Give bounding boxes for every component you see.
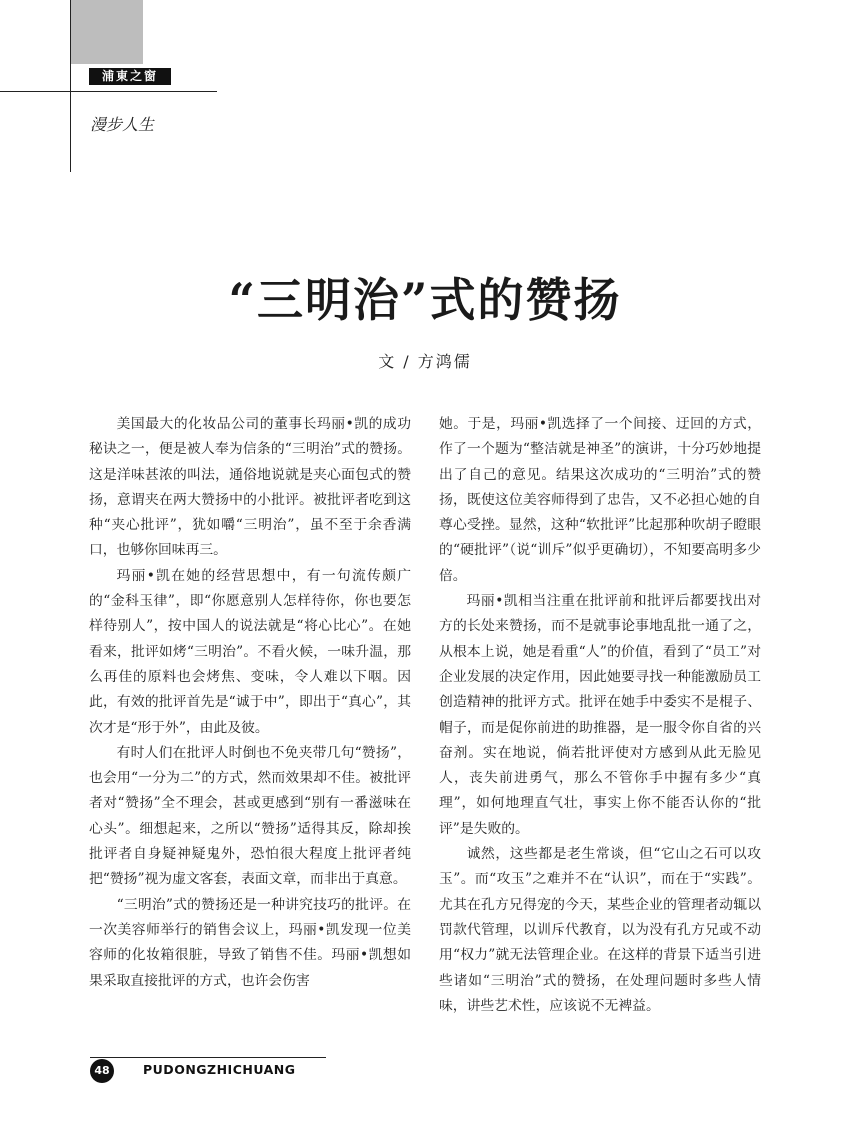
paragraph: 她。于是，玛丽•凯选择了一个间接、迂回的方式，作了一个题为“整洁就是神圣”的演讲，十分巧妙地提出了自己的意见。结果这次成功的“三明治”式的赞扬，既使这位美容师得到了忠告，又不必担心她的自尊心受挫。显然，这种“软批评”比起那种吹胡子瞪眼的“硬批评”（说“训斥”似乎更确切），不知要高明多少倍。 xyxy=(439,416,761,584)
article-title: “三明治”式的赞扬 xyxy=(228,273,622,327)
paragraph: 玛丽•凯在她的经营思想中，有一句流传颇广的“金科玉律”，即“你愿意别人怎样待你，你也要怎样待别人”，按中国人的说法就是“将心比心”。在她看来，批评如烤“三明治”。不看火候，一味升温，那么再佳的原料也会烤焦、变味，令人难以下咽。因此，有效的批评首先是“诚于中”，即出于“真心”，其次才是“形于外”，由此及彼。 xyxy=(89,567,411,736)
paragraph: 有时人们在批评人时倒也不免夹带几句“赞扬”，也会用“一分为二”的方式，然而效果却不佳。被批评者对“赞扬”全不理会，甚或更感到“别有一番滋味在心头”。细想起来，之所以“赞扬”适得其反，除却挨批评者自身疑神疑鬼外，恐怕很大程度上批评者纯把“赞扬”视为虚文客套，表面文章，而非出于真意。 xyxy=(89,744,411,888)
paragraph: “三明治”式的赞扬还是一种讲究技巧的批评。在一次美容师举行的销售会议上，玛丽•凯发现一位美容师的化妆箱很脏，导致了销售不佳。玛丽•凯想如果采取直接批评的方式，也许会伤害 xyxy=(89,896,411,989)
article-author: 文 / 方鸿儒 xyxy=(378,352,472,371)
header-horizontal-rule xyxy=(0,91,217,92)
footer-rule xyxy=(90,1057,326,1058)
header-gray-block xyxy=(70,0,143,64)
article-right-column xyxy=(439,412,761,1019)
magazine-name: PUDONGZHICHUANG xyxy=(143,1062,296,1077)
paragraph: 美国最大的化妆品公司的董事长玛丽•凯的成功秘诀之一，便是被人奉为信条的“三明治”式的赞扬。这是洋味甚浓的叫法，通俗地说就是夹心面包式的赞扬，意谓夹在两大赞扬中的小批评。被批评者吃到这种“夹心批评”，犹如嚼“三明治”，虽不至于余香满口，也够你回味再三。 xyxy=(89,416,411,559)
section-label: 漫步人生 xyxy=(90,115,155,134)
paragraph: 诚然，这些都是老生常谈，但“它山之石可以攻玉”。而“攻玉”之难并不在“认识”，而在于“实践”。尤其在孔方兄得宠的今天，某些企业的管理者动辄以罚款代管理，以训斥代教育，以为没有孔方兄或不动用“权力”就无法管理企业。在这样的背景下适当引进些诸如“三明治”式的赞扬，在处理问题时多些人情味，讲些艺术性，应该说不无裨益。 xyxy=(439,846,761,1014)
column-logo: 浦東之窗 xyxy=(89,68,171,85)
article-left-column xyxy=(89,412,411,994)
paragraph: 玛丽•凯相当注重在批评前和批评后都要找出对方的长处来赞扬，而不是就事论事地乱批一通了之，从根本上说，她是看重“人”的价值，看到了“员工”对企业发展的决定作用，因此她要寻找一种能激励员工创造精神的批评方式。批评在她手中委实不是棍子、帽子，而是促你前进的助推器，是一服令你自省的兴奋剂。实在地说，倘若批评使对方感到从此无脸见人，丧失前进勇气，那么不管你手中握有多少“真理”，如何地理直气壮，事实上你不能否认你的“批评”是失败的。 xyxy=(439,593,761,837)
header-vertical-rule xyxy=(70,0,71,172)
page-number: 48 xyxy=(90,1059,114,1083)
